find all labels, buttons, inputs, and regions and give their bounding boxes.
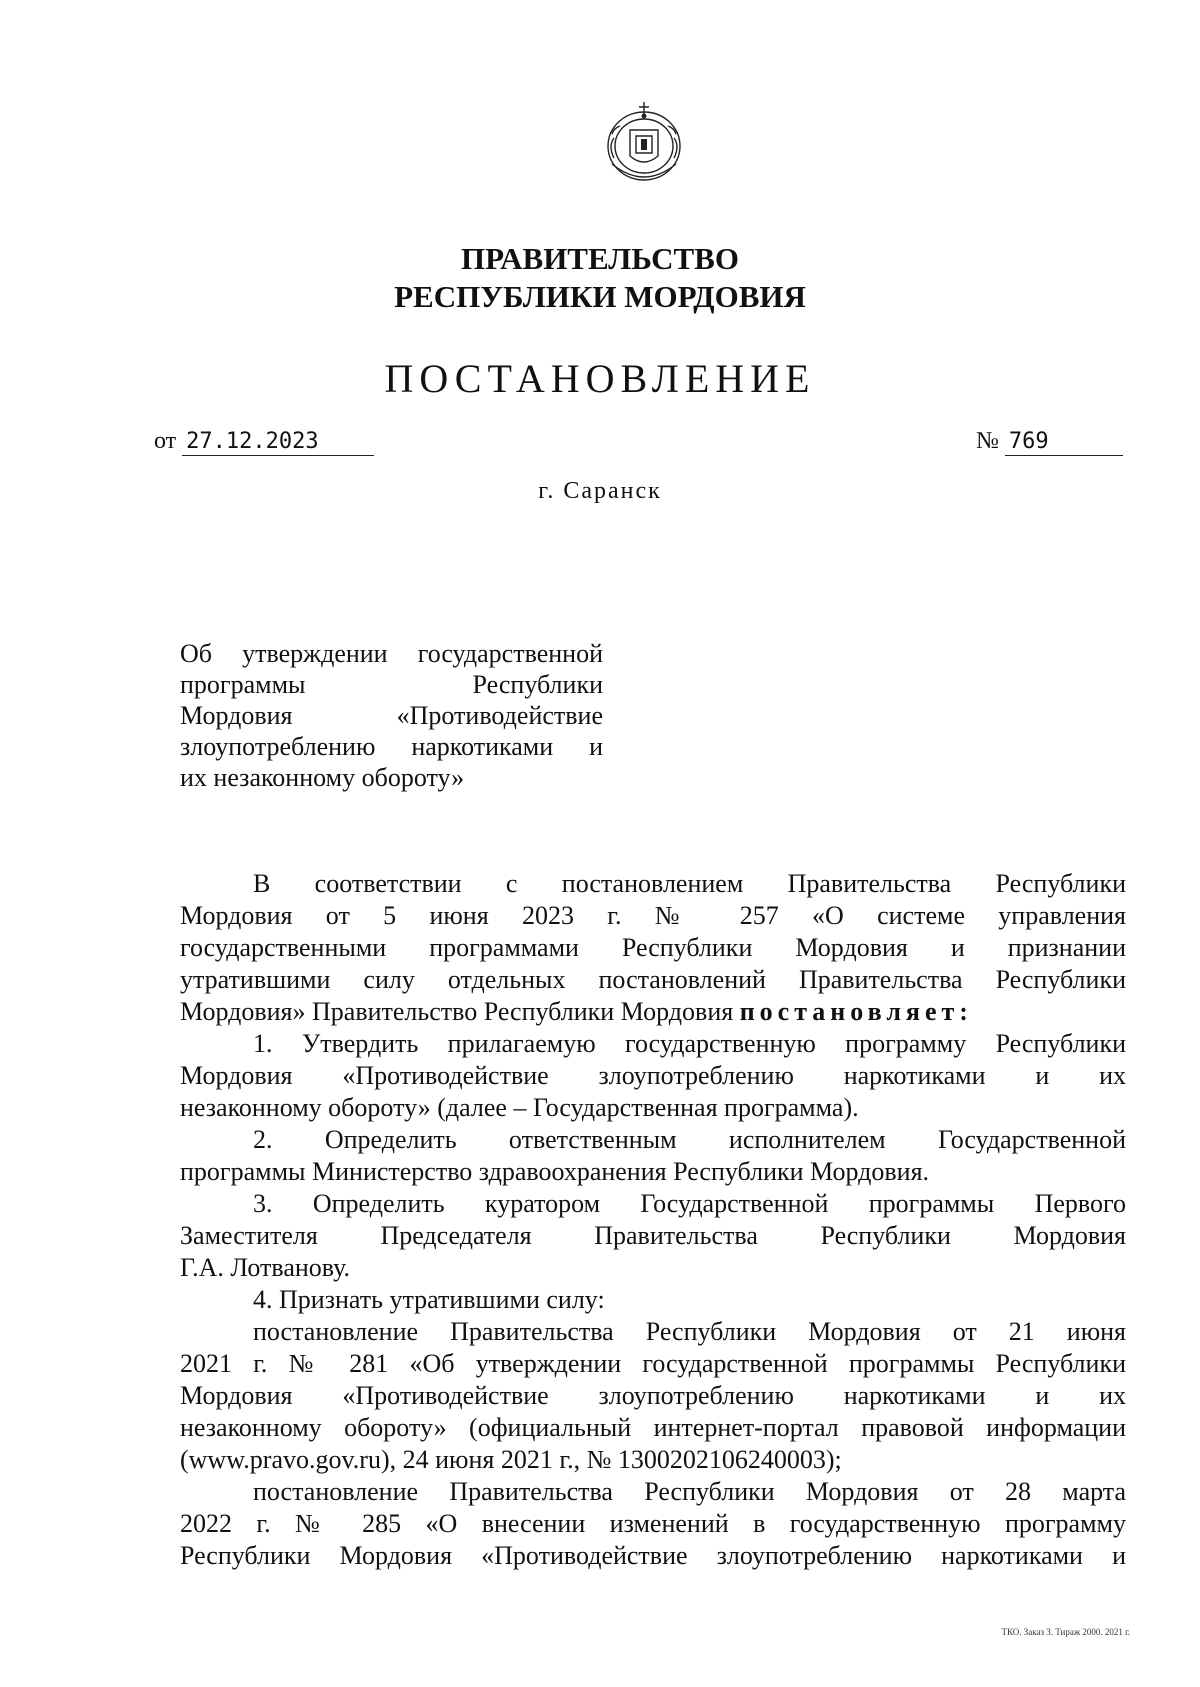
body-line-decree xyxy=(180,996,1126,1028)
item-4a-line: Мордовия «Противодействие злоупотреблению наркотиками и их xyxy=(180,1381,1126,1410)
government-title-line1: ПРАВИТЕЛЬСТВО xyxy=(461,241,739,276)
subject-line: Об утверждении государственной xyxy=(180,639,603,668)
subject-block xyxy=(180,638,603,793)
number-prefix: № xyxy=(976,428,999,454)
item-3-line: Заместителя Председателя Правительства Республики Мордовия xyxy=(180,1221,1126,1250)
document-body xyxy=(180,868,1126,1572)
item-1-line: Мордовия «Противодействие злоупотреблению наркотиками и их xyxy=(180,1061,1126,1090)
subject-line: программы Республики xyxy=(180,670,603,699)
date-field xyxy=(154,426,374,456)
item-2-line: 2. Определить ответственным исполнителем Государственной xyxy=(253,1125,1126,1154)
item-3-line: 3. Определить куратором Государственной программы Первого xyxy=(253,1189,1126,1218)
item-4a-line: (www.pravo.gov.ru), 24 июня 2021 г., № 1300202106240003); xyxy=(180,1445,842,1474)
date-prefix: от xyxy=(154,428,177,454)
document-type-title: ПОСТАНОВЛЕНИЕ xyxy=(384,356,816,401)
item-3-line: Г.А. Лотванову. xyxy=(180,1253,351,1282)
coat-of-arms-icon xyxy=(594,98,694,188)
item-4b-line: постановление Правительства Республики Мордовия от 28 марта xyxy=(253,1477,1126,1506)
subject-line: Мордовия «Противодействие xyxy=(180,701,603,730)
item-4b-line: 2022 г. № 285 «О внесении изменений в государственную программу xyxy=(180,1509,1126,1538)
government-title-line2: РЕСПУБЛИКИ МОРДОВИЯ xyxy=(394,279,806,314)
decree-text: Мордовия» Правительство Республики Мордовия xyxy=(180,997,734,1026)
print-note: ТКО. Заказ 3. Тираж 2000. 2021 г. xyxy=(1001,1627,1130,1637)
body-line: Мордовия от 5 июня 2023 г. № 257 «О системе управления xyxy=(180,901,1126,930)
item-4a-line: 2021 г. № 281 «Об утверждении государственной программы Республики xyxy=(180,1349,1126,1378)
item-1-line: незаконному обороту» (далее – Государственная программа). xyxy=(180,1093,859,1122)
item-4a-line: постановление Правительства Республики Мордовия от 21 июня xyxy=(253,1317,1126,1346)
subject-line: их незаконному обороту» xyxy=(180,763,465,792)
body-line: В соответствии с постановлением Правительства Республики xyxy=(253,869,1126,898)
item-2-line: программы Министерство здравоохранения Республики Мордовия. xyxy=(180,1157,930,1186)
item-4b-line: Республики Мордовия «Противодействие злоупотреблению наркотиками и xyxy=(180,1541,1126,1570)
date-value: 27.12.2023 xyxy=(182,429,374,456)
number-field xyxy=(976,426,1123,456)
subject-line: злоупотреблению наркотиками и xyxy=(180,732,603,761)
number-value: 769 xyxy=(1005,429,1123,456)
city-label: г. Саранск xyxy=(538,478,662,504)
item-1-line: 1. Утвердить прилагаемую государственную программу Республики xyxy=(253,1029,1126,1058)
item-4-line: 4. Признать утратившими силу: xyxy=(253,1285,605,1314)
decree-verb: постановляет: xyxy=(739,997,973,1026)
body-line: утратившими силу отдельных постановлений Правительства Республики xyxy=(180,965,1126,994)
item-4a-line: незаконному обороту» (официальный интернет-портал правовой информации xyxy=(180,1413,1126,1442)
body-line: государственными программами Республики Мордовия и признании xyxy=(180,933,1126,962)
